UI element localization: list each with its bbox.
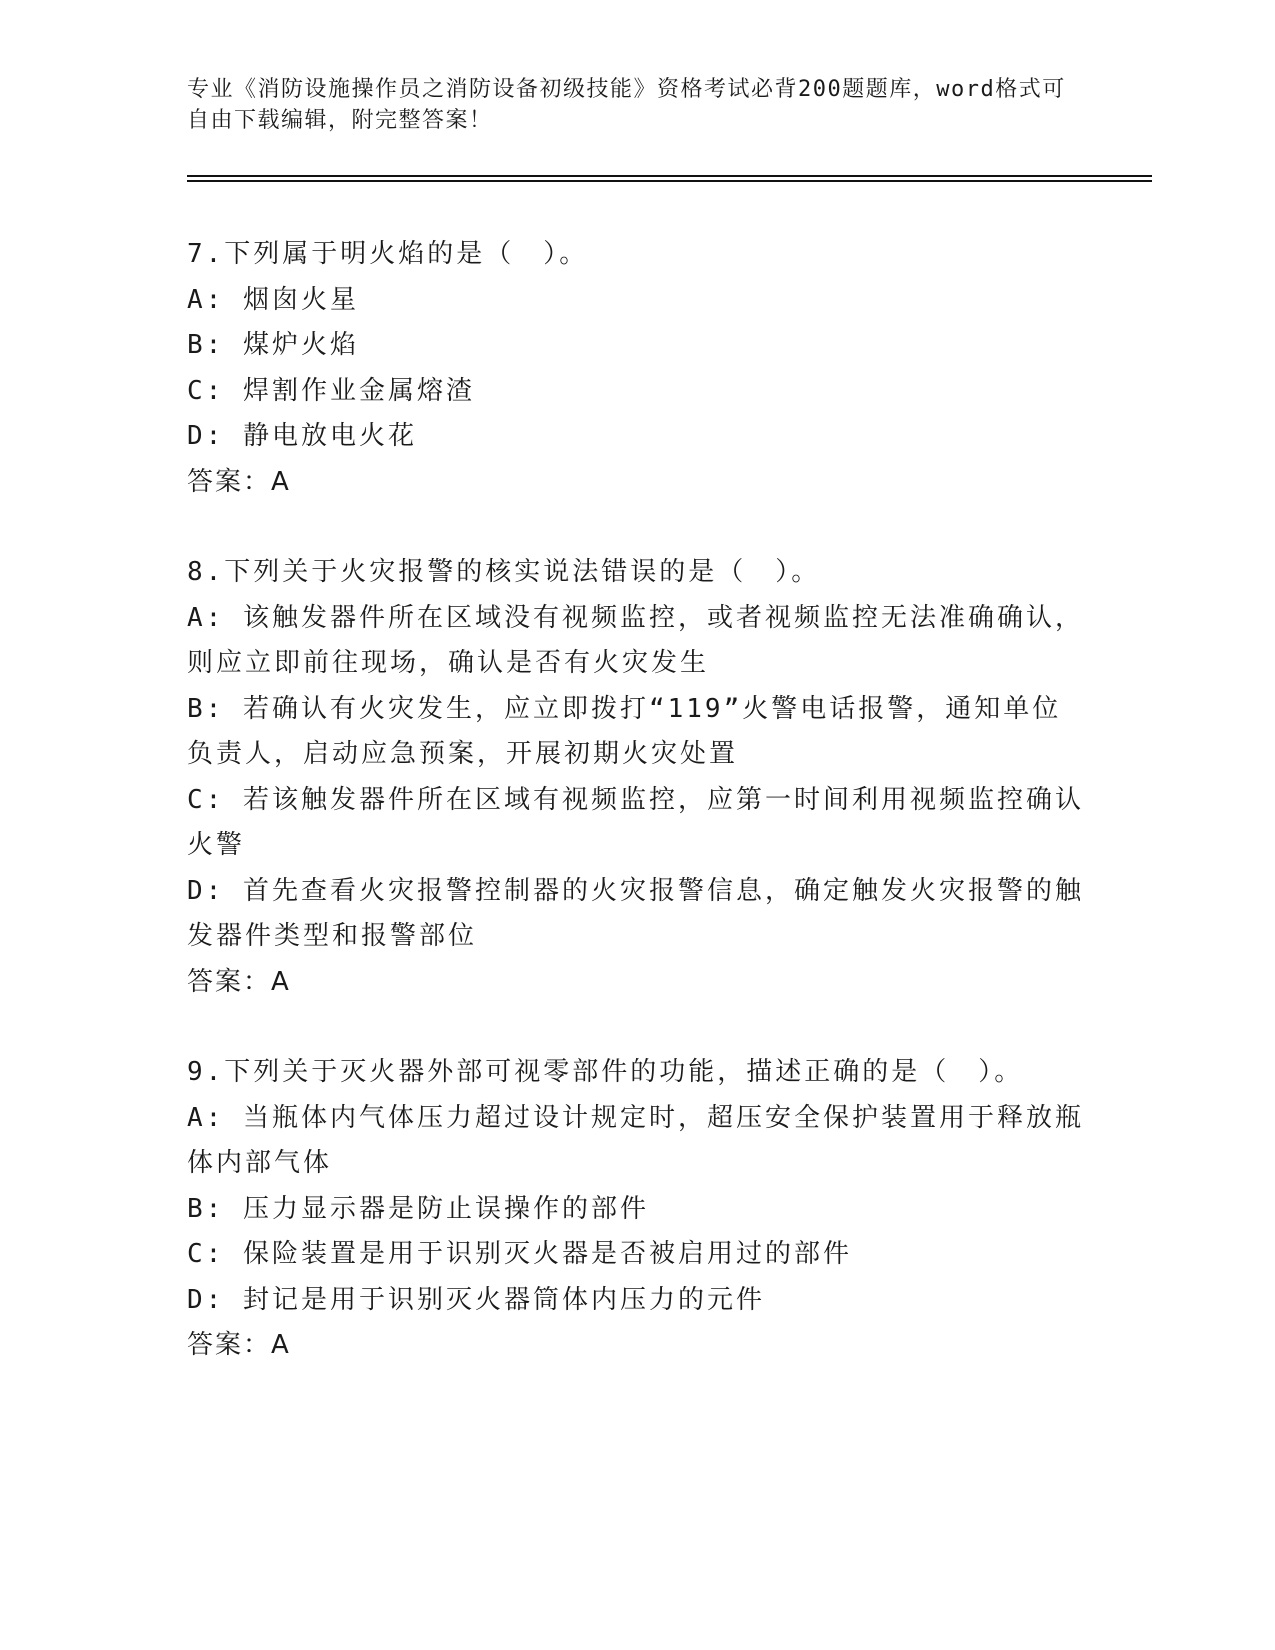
question-8 (187, 550, 1087, 1005)
option-b: B: 煤炉火焰 (187, 330, 359, 360)
option-d: D: 静电放电火花 (187, 421, 417, 451)
question-stem: 8.下列关于火灾报警的核实说法错误的是（ ）。 (187, 557, 821, 587)
header-divider-top (187, 175, 1152, 177)
answer: 答案：A (187, 1330, 291, 1360)
option-d: D: 首先查看火灾报警控制器的火灾报警信息，确定触发火灾报警的触发器件类型和报警部位 (187, 875, 1084, 951)
question-stem: 7.下列属于明火焰的是（ ）。 (187, 239, 589, 269)
option-a: A: 该触发器件所在区域没有视频监控，或者视频监控无法准确确认，则应立即前往现场，确认是否有火灾发生 (187, 602, 1084, 678)
option-a: A: 当瓶体内气体压力超过设计规定时，超压安全保护装置用于释放瓶体内部气体 (187, 1102, 1084, 1178)
question-stem: 9.下列关于灭火器外部可视零部件的功能，描述正确的是（ ）。 (187, 1057, 1024, 1087)
option-c: C: 保险装置是用于识别灭火器是否被启用过的部件 (187, 1239, 852, 1269)
question-7 (187, 232, 1087, 505)
option-b: B: 若确认有火灾发生，应立即拨打“119”火警电话报警，通知单位负责人，启动应急预案，开展初期火灾处置 (187, 693, 1062, 769)
header-divider-bottom (187, 180, 1152, 182)
question-list (187, 232, 1087, 1414)
option-c: C: 若该触发器件所在区域有视频监控，应第一时间利用视频监控确认火警 (187, 784, 1084, 860)
option-a: A: 烟囱火星 (187, 284, 359, 315)
answer: 答案：A (187, 466, 291, 497)
option-d: D: 封记是用于识别灭火器筒体内压力的元件 (187, 1284, 765, 1315)
answer: 答案：A (187, 966, 291, 997)
option-c: C: 焊割作业金属熔渣 (187, 375, 475, 406)
question-9 (187, 1050, 1087, 1369)
option-b: B: 压力显示器是防止误操作的部件 (187, 1193, 649, 1224)
document-header: 专业《消防设施操作员之消防设备初级技能》资格考试必背200题题库，word格式可自由下载编辑，附完整答案！ (187, 77, 1066, 133)
